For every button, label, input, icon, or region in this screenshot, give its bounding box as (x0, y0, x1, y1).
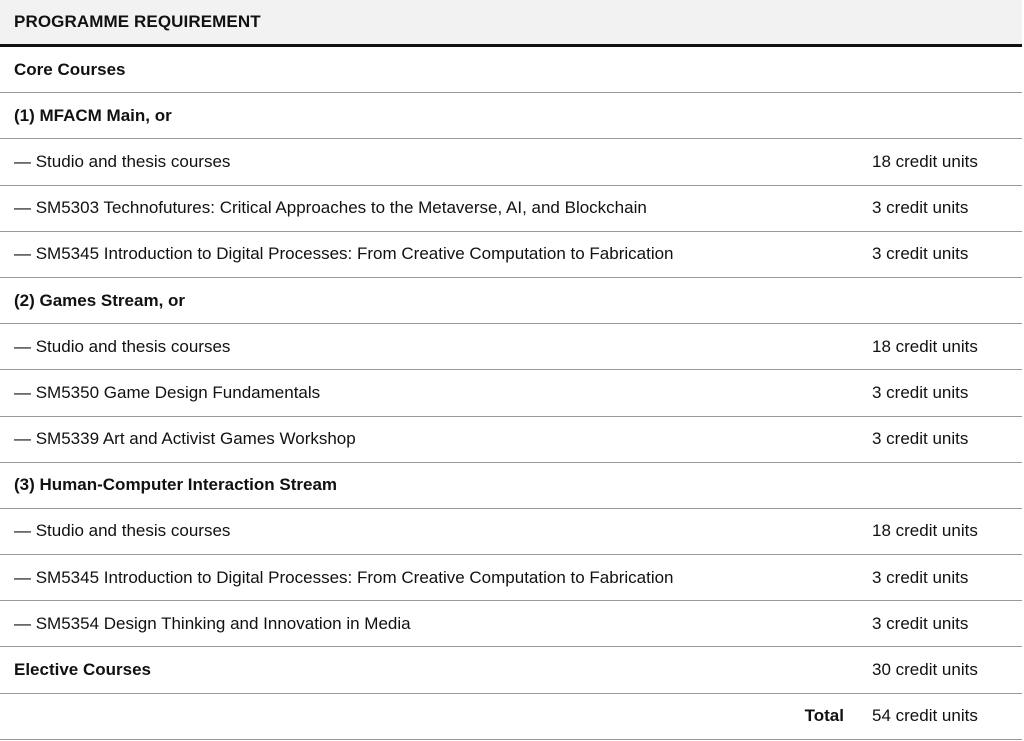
table-row (0, 647, 1022, 693)
total-row (0, 694, 1022, 740)
row-label: — SM5303 Technofutures: Critical Approaches to the Metaverse, AI, and Blockchain (14, 198, 647, 218)
table-row (0, 324, 1022, 370)
total-label: Total (804, 706, 844, 726)
row-label: — SM5345 Introduction to Digital Processes: From Creative Computation to Fabrication (14, 244, 674, 264)
table-row (0, 47, 1022, 93)
table-header-title: PROGRAMME REQUIREMENT (14, 12, 261, 31)
table-row (0, 232, 1022, 278)
row-credits: 3 credit units (872, 198, 969, 218)
table-row (0, 186, 1022, 232)
table-row (0, 463, 1022, 509)
row-label: (3) Human-Computer Interaction Stream (14, 475, 338, 495)
row-label: (2) Games Stream, or (14, 290, 186, 310)
table-row (0, 555, 1022, 601)
row-label: Core Courses (14, 59, 126, 79)
table-row (0, 417, 1022, 463)
row-label: — SM5350 Game Design Fundamentals (14, 382, 321, 402)
row-label: — Studio and thesis courses (14, 521, 231, 541)
row-label: — SM5345 Introduction to Digital Processes: From Creative Computation to Fabrication (14, 567, 674, 587)
table-row (0, 509, 1022, 555)
total-credits: 54 credit units (872, 706, 978, 726)
row-credits: 18 credit units (872, 521, 978, 541)
row-label: — Studio and thesis courses (14, 336, 231, 356)
row-label: — Studio and thesis courses (14, 151, 231, 171)
table-header (0, 0, 1022, 47)
row-credits: 18 credit units (872, 336, 978, 356)
row-credits: 30 credit units (872, 660, 978, 680)
row-credits: 3 credit units (872, 244, 969, 264)
row-label: — SM5354 Design Thinking and Innovation in Media (14, 613, 411, 633)
table-row (0, 370, 1022, 416)
row-credits: 3 credit units (872, 382, 969, 402)
table-row (0, 93, 1022, 139)
row-credits: 3 credit units (872, 613, 969, 633)
row-label: Elective Courses (14, 660, 152, 680)
row-credits: 3 credit units (872, 567, 969, 587)
row-credits: 3 credit units (872, 429, 969, 449)
row-credits: 18 credit units (872, 151, 978, 171)
table-row (0, 139, 1022, 185)
table-row (0, 601, 1022, 647)
table-row (0, 278, 1022, 324)
row-label: (1) MFACM Main, or (14, 105, 172, 125)
row-label: — SM5339 Art and Activist Games Workshop (14, 429, 356, 449)
